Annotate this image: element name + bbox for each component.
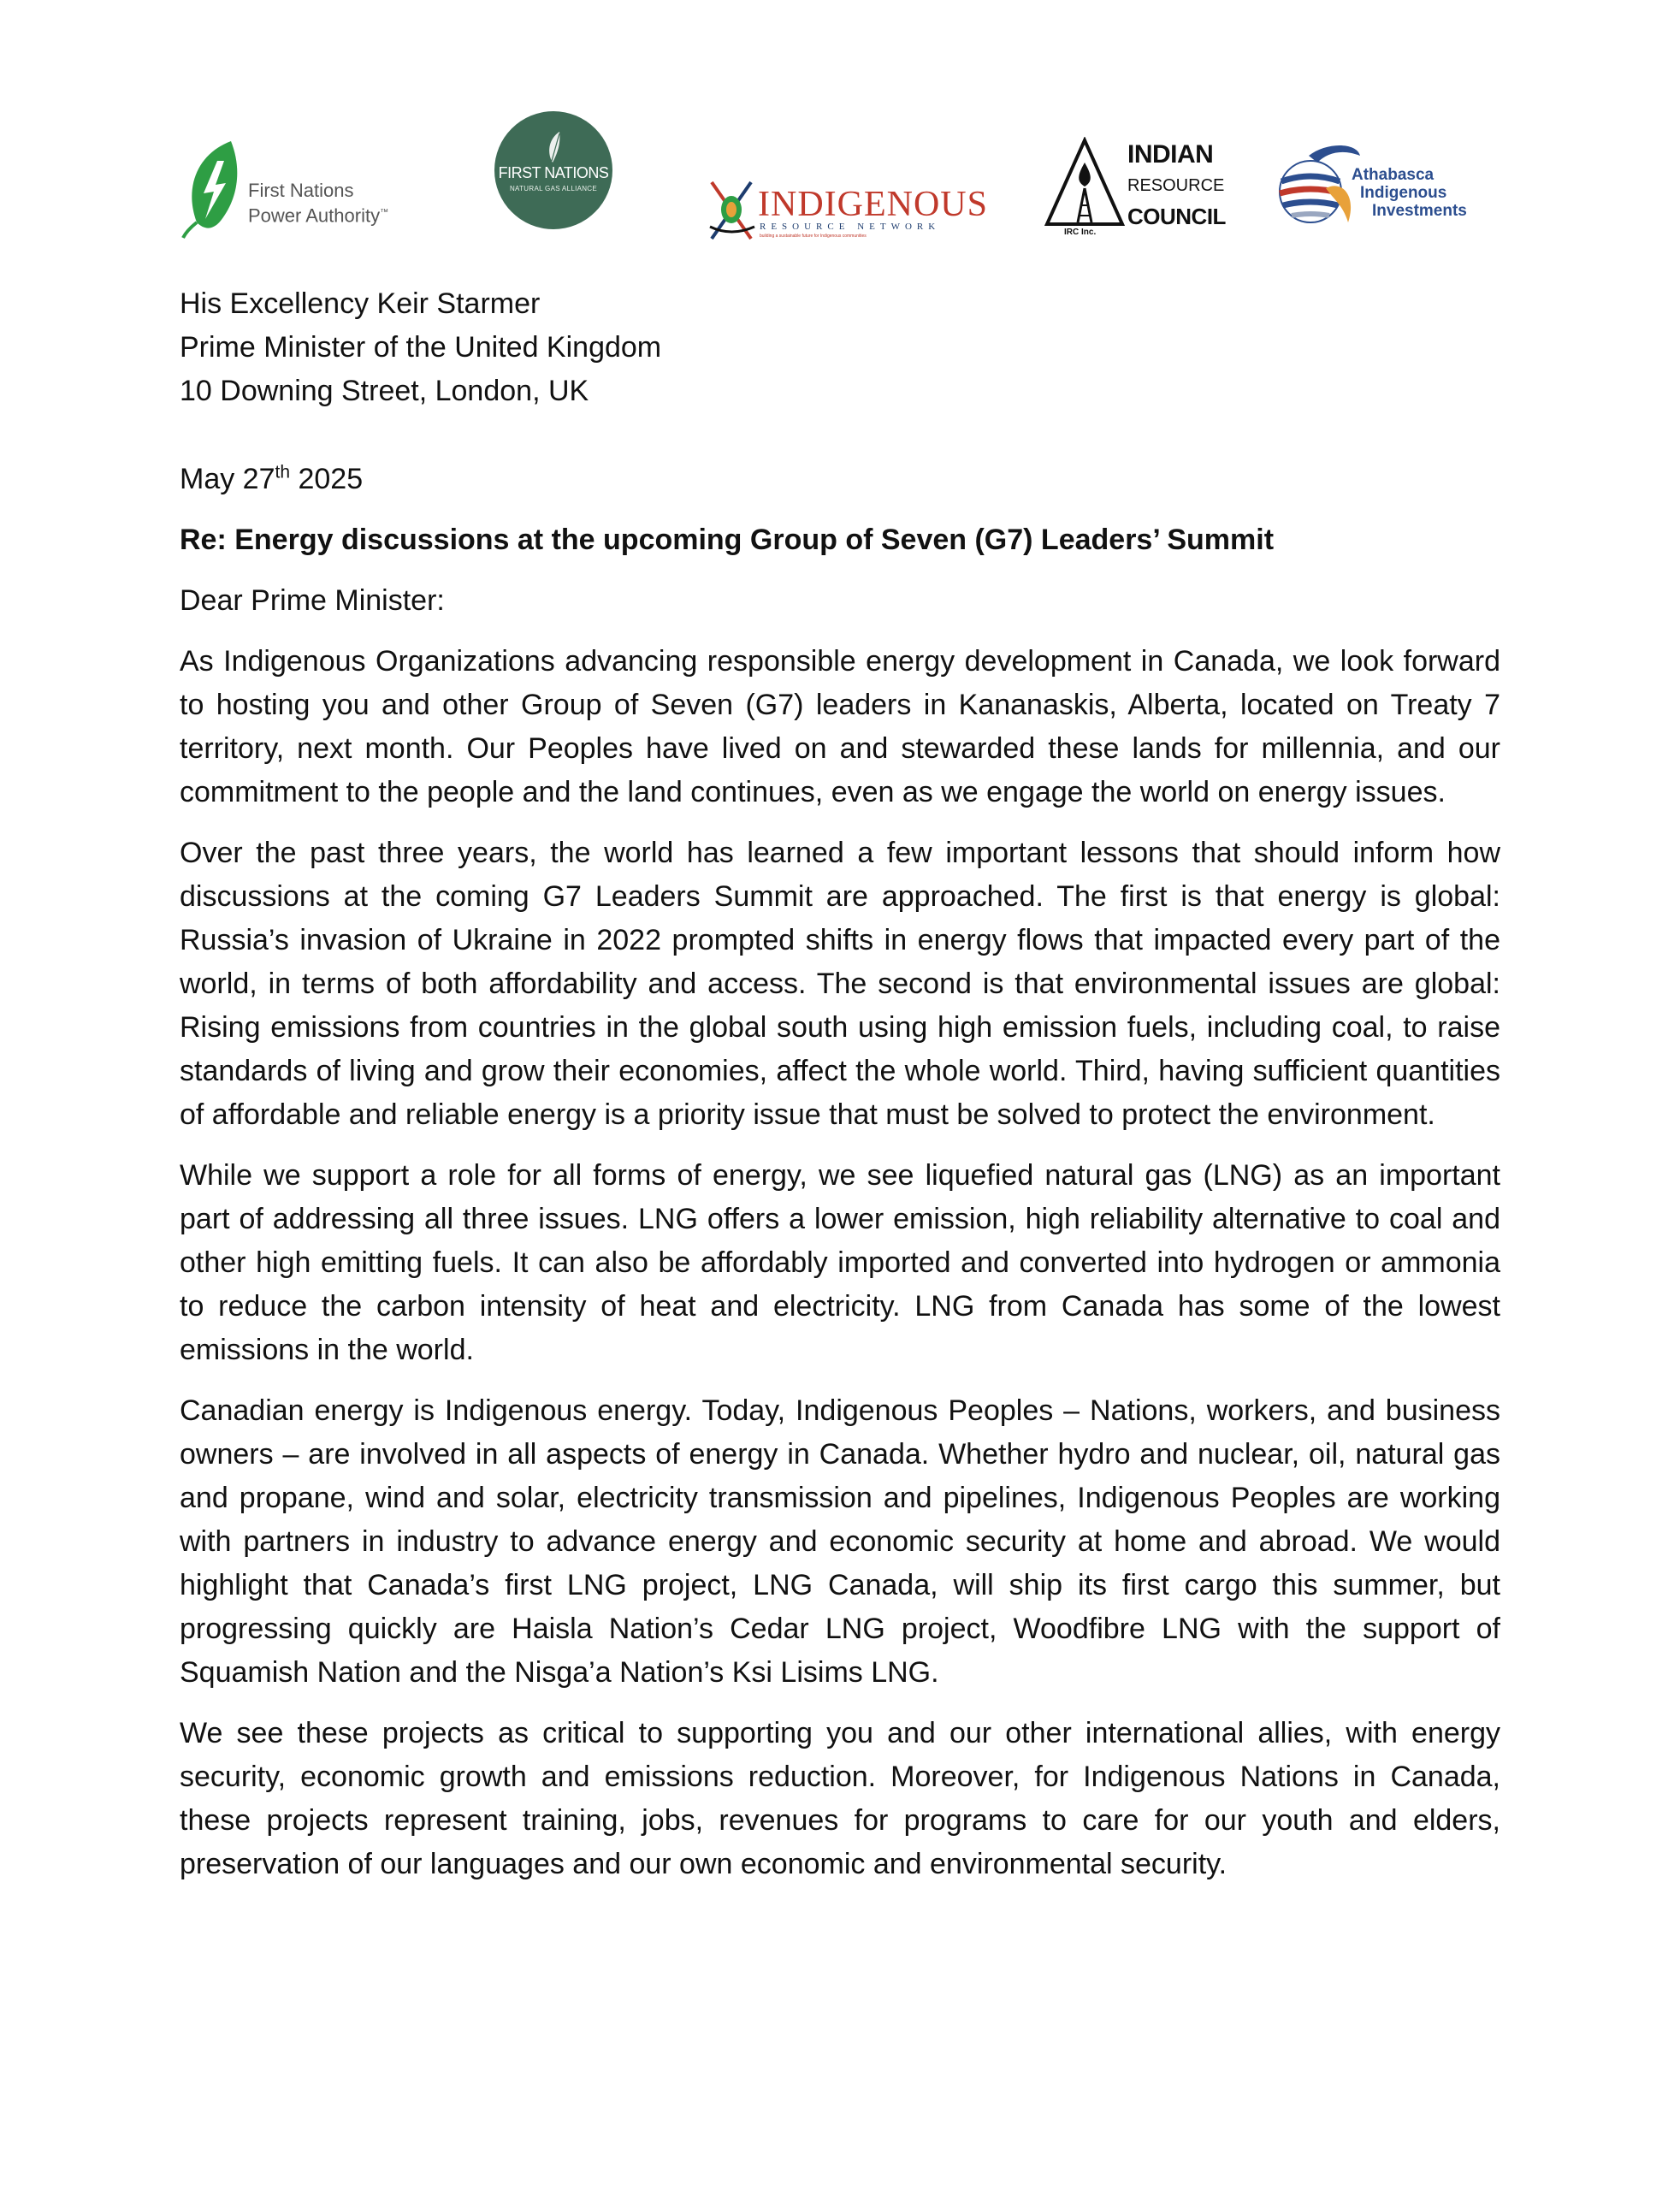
aii-line2: Indigenous: [1360, 184, 1447, 202]
irc-line3: COUNCIL: [1127, 204, 1226, 229]
date-month-day: May 27: [180, 463, 275, 495]
athabasca-indigenous-investments-logo: [1275, 137, 1514, 240]
paragraph-4: Canadian energy is Indigenous energy. Today, Indigenous Peoples – Nations, workers, and business owners – are involved in all aspects of energy in Canada. Whether hydro and nuclear, oil, natural gas and propane, wind and solar, electricity transmission and pipelines, Indigenous Peoples are working with partners in industry to advance energy and economic security at home and abroad. We would highlight that Canada’s first LNG project, LNG Canada, will ship its first cargo this summer, but progressing quickly are Haisla Nation’s Cedar LNG project, Woodfibre LNG with the support of Squamish Nation and the Nisga’a Nation’s Ksi Lisims LNG.: [180, 1394, 1500, 1689]
irn-line2: RESOURCE NETWORK: [760, 222, 941, 232]
recipient-address: 10 Downing Street, London, UK: [180, 375, 589, 407]
trademark-symbol: ™: [380, 208, 389, 217]
date-ordinal-suffix: th: [275, 462, 291, 482]
paragraph-5: We see these projects as critical to supporting you and our other international allies, with energy security, economic growth and emissions reduction. Moreover, for Indigenous Nations in Canada, these projects represent training, jobs, revenues for programs to care for our youth and elders, preservation of our languages and our own economic and environmental security.: [180, 1717, 1500, 1880]
date-year: 2025: [290, 463, 364, 495]
indigenous-resource-network-logo: [707, 175, 988, 244]
crossed-paddles-icon: [707, 175, 758, 244]
paragraph-2: Over the past three years, the world has learned a few important lessons that should inform how discussions at the coming G7 Leaders Summit are approached. The first is that energy is global: Russia’s invasion of Ukraine in 2022 prompted shifts in energy flows that impacted every part of the world, in terms of both affordability and access. The second is that environmental issues are global: Rising emissions from countries in the global south using high emission fuels, including coal, to raise standards of living and grow their economies, affect the whole world. Third, having sufficient quantities of affordable and reliable energy is a priority issue that must be solved to protect the environment.: [180, 837, 1500, 1131]
fnnga-line2: NATURAL GAS ALLIANCE: [509, 185, 598, 192]
recipient-name: His Excellency Keir Starmer: [180, 287, 541, 320]
subject-line: Re: Energy discussions at the upcoming Group of Seven (G7) Leaders’ Summit: [180, 524, 1275, 556]
leaf-lightning-icon: [180, 137, 248, 240]
letter-date: [180, 458, 1500, 501]
first-nations-natural-gas-alliance-logo: [494, 111, 612, 229]
paragraph-1: As Indigenous Organizations advancing responsible energy development in Canada, we look forward to hosting you and other Group of Seven (G7) leaders in Kananaskis, Alberta, located on Treaty 7 territory, next month. Our Peoples have lived on and stewarded these lands for millennia, and our commitment to the people and the land continues, even as we engage the world on energy issues.: [180, 645, 1500, 808]
aii-line3: Investments: [1372, 202, 1467, 220]
fnpa-line1: First Nations: [248, 180, 354, 201]
fnpa-line2: Power Authority: [248, 204, 381, 227]
paragraph-3: While we support a role for all forms of energy, we see liquefied natural gas (LNG) as an important part of addressing all three issues. LNG offers a lower emission, high reliability alternative to coal and other high emitting fuels. It can also be affordably imported and converted into hydrogen or ammonia to reduce the carbon intensity of heat and electricity. LNG from Canada has some of the lowest emissions in the world.: [180, 1159, 1500, 1366]
logo-header: [0, 0, 1680, 265]
irn-line3: building a sustainable future for Indigenous communities: [760, 234, 867, 239]
fnnga-line1: FIRST NATIONS: [498, 164, 609, 181]
irc-line2: RESOURCE: [1127, 176, 1225, 195]
first-nations-power-authority-logo: [180, 137, 402, 240]
aii-line1: Athabasca: [1352, 166, 1435, 184]
irc-line4: IRC Inc.: [1064, 228, 1097, 237]
irn-line1: INDIGENOUS: [758, 185, 988, 224]
salutation: Dear Prime Minister:: [180, 584, 445, 617]
globe-swirl-icon: [1275, 137, 1369, 240]
oil-derrick-triangle-icon: [1044, 137, 1126, 231]
recipient-title: Prime Minister of the United Kingdom: [180, 331, 662, 364]
indian-resource-council-logo: [1044, 137, 1232, 248]
feather-icon: [546, 130, 565, 164]
letter-body: [180, 282, 1500, 1886]
irc-line1: INDIAN: [1127, 140, 1214, 169]
